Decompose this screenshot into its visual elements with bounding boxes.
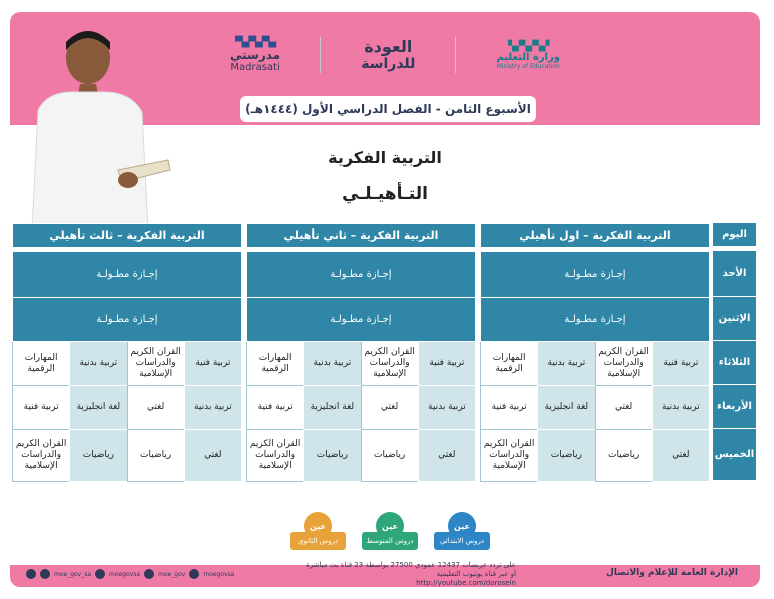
group-title: التربية الفكرية – اول تأهيلي	[481, 224, 710, 248]
tuesday-cell: تربية بدنية	[538, 342, 595, 386]
social-handle[interactable]: moe_gov	[158, 570, 186, 578]
schedule-group-2	[246, 223, 476, 482]
wednesday-cell: تربية فنية	[247, 386, 304, 430]
social-handle[interactable]: moegovsa	[109, 570, 141, 578]
thursday-cell: لغتي	[652, 430, 709, 482]
wednesday-cell: تربية بدنية	[418, 386, 475, 430]
tuesday-cell: القران الكريم والدراسات الإسلامية	[595, 342, 652, 386]
day-thursday: الخميس	[713, 429, 756, 481]
thursday-cell: رياضيات	[538, 430, 595, 482]
tuesday-cell: تربية بدنية	[304, 342, 361, 386]
week-label: الأسبوع الثامن - الفصل الدراسي الأول (١٤٤٤هـ)	[240, 96, 536, 122]
thursday-cell: رياضيات	[127, 430, 184, 482]
twitter-icon[interactable]	[26, 569, 36, 579]
thursday-cell: لغتي	[184, 430, 241, 482]
wednesday-cell: لغتي	[361, 386, 418, 430]
thursday-cell: رياضيات	[595, 430, 652, 482]
wednesday-cell: تربية بدنية	[184, 386, 241, 430]
badge-label: دروس الثانوي	[290, 532, 346, 550]
thursday-cell: القران الكريم والدراسات الإسلامية	[13, 430, 70, 482]
moe-logo-icon: ▚▞▚▞▚▞	[508, 40, 549, 52]
contact-line: على تردد عربسات 12437 عمودي 27500 بواسطة 23 قناة بث مباشرة	[306, 561, 516, 569]
social-handle[interactable]: moegovsa	[203, 570, 235, 578]
logo-strip	[230, 20, 560, 90]
schedule-group-3	[12, 223, 242, 482]
media-logo: الإدارة العامة للإعلام والاتصال	[606, 568, 738, 578]
back-to-school-line2: للدراسة	[361, 56, 416, 72]
sunday-cell: إجـازة مطـولـة	[247, 252, 476, 298]
moe-logo	[496, 41, 559, 70]
channel-badges	[290, 512, 490, 558]
ein-logo-icon: عين	[376, 512, 404, 540]
thursday-cell: لغتي	[418, 430, 475, 482]
madrasati-text: مدرستي	[230, 48, 281, 62]
back-to-school-line1: العودة	[364, 37, 413, 56]
contact-info	[296, 561, 516, 587]
thursday-cell: رياضيات	[361, 430, 418, 482]
tuesday-cell: تربية فنية	[652, 342, 709, 386]
madrasati-text-en: Madrasati	[230, 62, 280, 73]
monday-cell: إجـازة مطـولـة	[13, 298, 242, 342]
wednesday-cell: لغتي	[595, 386, 652, 430]
tuesday-cell: القران الكريم والدراسات الإسلامية	[127, 342, 184, 386]
tuesday-cell: المهارات الرقمية	[481, 342, 538, 386]
divider	[320, 37, 321, 73]
day-header: اليوم	[713, 223, 756, 247]
schedule-group-1	[480, 223, 710, 482]
sunday-cell: إجـازة مطـولـة	[13, 252, 242, 298]
wednesday-cell: لغة انجليزية	[538, 386, 595, 430]
program-title: التـأهيـلـي	[342, 184, 428, 204]
back-to-school-logo	[361, 38, 415, 72]
moe-logo-text: وزارة التعليم	[496, 51, 560, 63]
wednesday-cell: تربية فنية	[481, 386, 538, 430]
badge-label: دروس المتوسط	[362, 532, 418, 550]
wednesday-cell: لغتي	[127, 386, 184, 430]
ein-logo-icon: عين	[448, 512, 476, 540]
contact-line: أو عبر قناة يوتيوب التعليمية	[436, 570, 516, 578]
day-tuesday: الثلاثاء	[713, 341, 756, 385]
social-handle[interactable]: moe_gov_sa	[54, 570, 92, 578]
tuesday-cell: المهارات الرقمية	[13, 342, 70, 386]
tuesday-cell: المهارات الرقمية	[247, 342, 304, 386]
facebook-icon[interactable]	[95, 569, 105, 579]
day-column	[713, 223, 756, 481]
badge-primary[interactable]	[434, 512, 490, 556]
madrasati-icon: ▀▄▀▄▀▄	[234, 37, 276, 48]
badge-label: دروس الابتدائي	[434, 532, 490, 550]
tuesday-cell: تربية فنية	[184, 342, 241, 386]
moe-logo-text-en: Ministry of Education	[496, 62, 560, 70]
day-wednesday: الأربعاء	[713, 385, 756, 429]
badge-secondary[interactable]	[290, 512, 346, 556]
madrasati-logo	[230, 37, 280, 73]
infographic	[10, 12, 760, 587]
thursday-cell: رياضيات	[70, 430, 127, 482]
sunday-cell: إجـازة مطـولـة	[481, 252, 710, 298]
day-monday: الإثنين	[713, 297, 756, 341]
thursday-cell: القران الكريم والدراسات الإسلامية	[247, 430, 304, 482]
group-title: التربية الفكرية – ثالث تأهيلي	[13, 224, 242, 248]
badge-intermediate[interactable]	[362, 512, 418, 556]
tuesday-cell: القران الكريم والدراسات الإسلامية	[361, 342, 418, 386]
wednesday-cell: تربية فنية	[13, 386, 70, 430]
social-links	[26, 569, 234, 579]
subject-title: التربية الفكرية	[328, 148, 442, 167]
day-sunday: الأحد	[713, 251, 756, 297]
snapchat-icon[interactable]	[144, 569, 154, 579]
thursday-cell: القران الكريم والدراسات الإسلامية	[481, 430, 538, 482]
wednesday-cell: تربية بدنية	[652, 386, 709, 430]
ein-logo-icon: عين	[304, 512, 332, 540]
wednesday-cell: لغة انجليزية	[70, 386, 127, 430]
group-title: التربية الفكرية – ثاني تأهيلي	[247, 224, 476, 248]
monday-cell: إجـازة مطـولـة	[481, 298, 710, 342]
tuesday-cell: تربية فنية	[418, 342, 475, 386]
divider	[455, 37, 456, 73]
tuesday-cell: تربية بدنية	[70, 342, 127, 386]
youtube-link[interactable]: http://youtube.com/dorosein	[416, 579, 516, 587]
monday-cell: إجـازة مطـولـة	[247, 298, 476, 342]
instagram-icon[interactable]	[40, 569, 50, 579]
dribbble-icon[interactable]	[189, 569, 199, 579]
wednesday-cell: لغة انجليزية	[304, 386, 361, 430]
thursday-cell: رياضيات	[304, 430, 361, 482]
